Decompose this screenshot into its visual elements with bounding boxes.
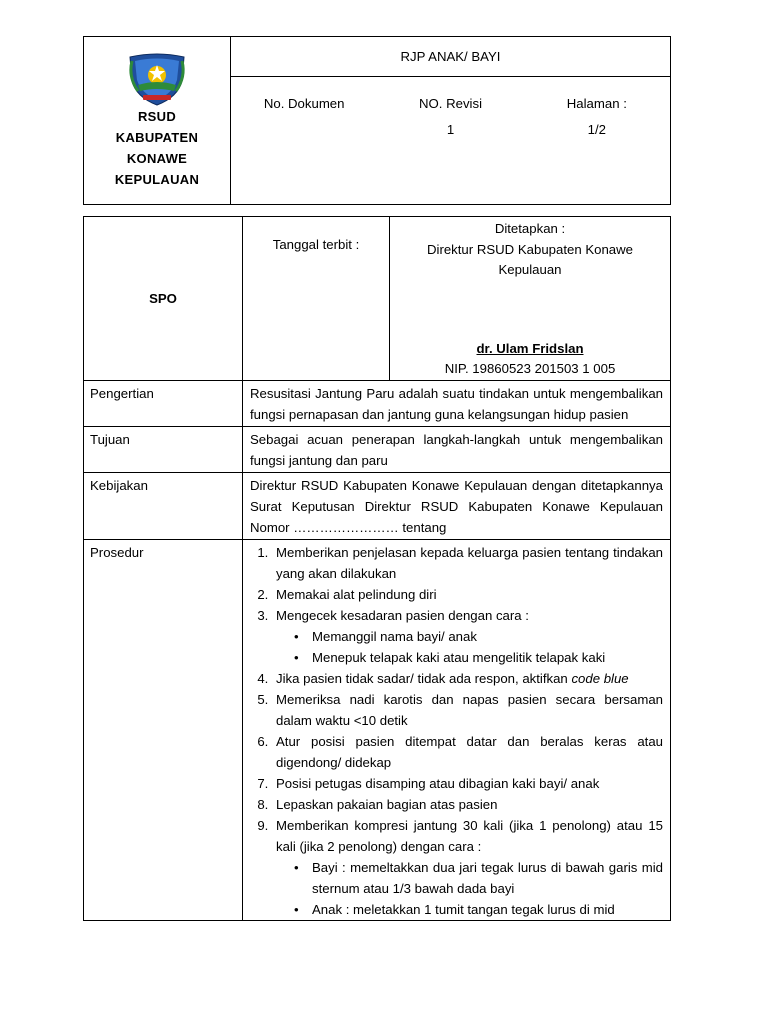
section-label-prosedur: Prosedur: [84, 539, 243, 920]
document-title: RJP ANAK/ BAYI: [231, 37, 671, 77]
document-meta-cell: [231, 77, 671, 205]
issue-date-label: Tanggal terbit :: [272, 237, 360, 252]
bullet-icon: •: [294, 649, 299, 665]
page-label: Halaman :: [566, 96, 627, 111]
hospital-identity-cell: [84, 37, 231, 205]
bullet-icon: •: [294, 859, 299, 875]
section-text-tujuan: Sebagai acuan penerapan langkah-langkah untuk mengembalikan fungsi jantung dan paru: [243, 426, 671, 472]
revision-value: 1: [446, 122, 455, 137]
procedure-step: [272, 605, 663, 668]
doc-number-block: [231, 77, 377, 204]
signatory-nip: NIP. 19860523 201503 1 005: [444, 361, 616, 376]
sub-bullet: [294, 647, 663, 668]
set-by-label: Ditetapkan :: [494, 221, 566, 236]
bullet-icon: •: [294, 628, 299, 644]
sub-bullet-list: [276, 626, 663, 668]
section-label-tujuan: Tujuan: [84, 426, 243, 472]
hospital-name-line: KABUPATEN: [115, 130, 199, 145]
section-label-kebijakan: Kebijakan: [84, 472, 243, 539]
sub-bullet: [294, 857, 663, 899]
procedure-steps-cell: [243, 539, 671, 920]
sub-bullet-text: Menepuk telapak kaki atau mengelitik telapak kaki: [312, 649, 606, 665]
procedure-step-text: Mengecek kesadaran pasien dengan cara :: [276, 607, 529, 623]
document-header-table: [83, 36, 671, 205]
page-block: [524, 77, 670, 204]
procedure-step: 2. Memakai alat pelindung diri: [272, 584, 663, 605]
hospital-name-line: KEPULAUAN: [114, 172, 200, 187]
sop-content-table: [83, 216, 671, 921]
regency-crest-logo: [126, 51, 188, 107]
hospital-name: [84, 106, 230, 190]
approval-cell: [390, 217, 671, 381]
procedure-step: 8. Lepaskan pakaian bagian atas pasien: [272, 794, 663, 815]
sub-bullet-text: Anak : meletakkan 1 tumit tangan tegak lurus di mid: [312, 901, 615, 917]
bullet-icon: •: [294, 901, 299, 917]
issue-date-cell: [243, 217, 390, 381]
sub-bullet: [294, 899, 663, 919]
procedure-step-text: Jika pasien tidak sadar/ tidak ada respon, aktifkan: [276, 670, 572, 686]
hospital-name-line: RSUD: [137, 109, 177, 124]
sub-bullet-text: Bayi : memeltakkan dua jari tegak lurus di bawah garis mid sternum atau 1/3 bawah dada bayi: [312, 859, 663, 896]
procedure-step: [272, 815, 663, 919]
revision-block: [377, 77, 523, 204]
procedure-step: 1. Memberikan penjelasan kepada keluarga pasien tentang tindakan yang akan dilakukan: [272, 542, 663, 584]
procedure-steps-list: [250, 542, 663, 919]
director-title: Direktur RSUD Kabupaten Konawe: [427, 241, 633, 257]
procedure-step-text: Memberikan kompresi jantung 30 kali (jika 1 penolong) atau 15 kali (jika 2 penolong) dengan cara :: [276, 817, 663, 854]
sub-bullet: [294, 626, 663, 647]
section-text-pengertian: Resusitasi Jantung Paru adalah suatu tindakan untuk mengembalikan fungsi pernapasan dan jantung guna kelangsungan hidup pasien: [243, 380, 671, 426]
section-label-pengertian: Pengertian: [84, 380, 243, 426]
revision-label: NO. Revisi: [418, 96, 482, 111]
director-title: Kepulauan: [498, 262, 562, 277]
signatory-name: dr. Ulam Fridslan: [476, 340, 584, 356]
spo-label: SPO: [84, 217, 243, 381]
procedure-step: [272, 668, 663, 689]
section-text-kebijakan: Direktur RSUD Kabupaten Konawe Kepulauan dengan ditetapkannya Surat Keputusan Direktur RSUD Kabupaten Konawe Kepulauan Nomor …………………… tentang: [243, 472, 671, 539]
page-value: 1/2: [587, 122, 606, 137]
sub-bullet-text: Memanggil nama bayi/ anak: [312, 628, 477, 644]
procedure-step-emphasis: code blue: [571, 670, 629, 686]
doc-number-label: No. Dokumen: [263, 96, 345, 111]
procedure-step: 6. Atur posisi pasien ditempat datar dan beralas keras atau digendong/ didekap: [272, 731, 663, 773]
procedure-step: 7. Posisi petugas disamping atau dibagian kaki bayi/ anak: [272, 773, 663, 794]
hospital-name-line: KONAWE: [126, 151, 188, 166]
sub-bullet-list: [276, 857, 663, 919]
procedure-step: 5. Memeriksa nadi karotis dan napas pasien secara bersaman dalam waktu <10 detik: [272, 689, 663, 731]
